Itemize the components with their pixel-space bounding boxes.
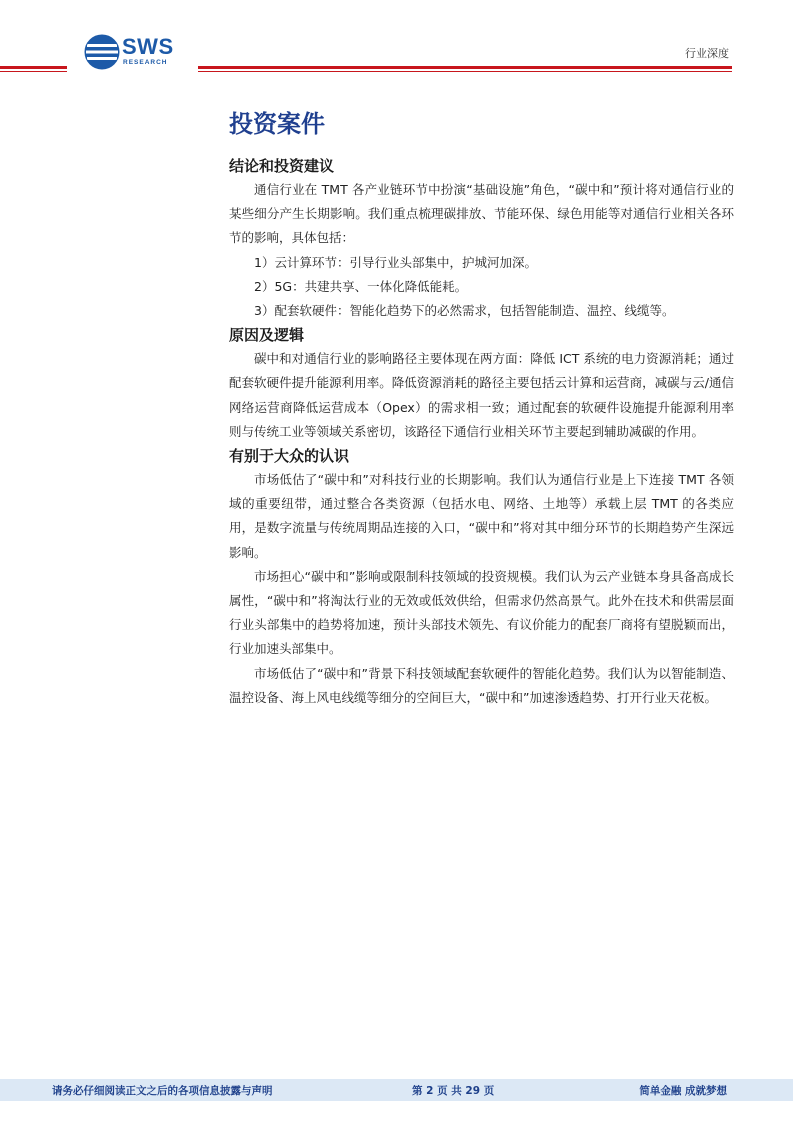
- footer-slogan: 简单金融 成就梦想: [639, 1085, 727, 1097]
- header-rule-right-thin: [198, 71, 732, 72]
- paragraph: 市场低估了“碳中和”背景下科技领域配套软硬件的智能化趋势。我们认为以智能制造、温控设备、海上风电线缆等细分的空间巨大，“碳中和”加速渗透趋势、打开行业天花板。: [229, 665, 734, 705]
- paragraph: 通信行业在 TMT 各产业链环节中扮演“基础设施”角色，“碳中和”预计将对通信行业的某些细分产生长期影响。我们重点梳理碳排放、节能环保、绿色用能等对通信行业相关各环节的影响，具体包括：: [229, 182, 734, 246]
- header-rule-left: [0, 66, 67, 69]
- page-title: 投资案件: [229, 110, 325, 138]
- logo-subtext: RESEARCH: [123, 59, 168, 66]
- paragraph: 碳中和对通信行业的影响路径主要体现在两方面：降低 ICT 系统的电力资源消耗；通过配套软硬件提升能源利用率。降低资源消耗的路径主要包括云计算和运营商，减碳与云/通信网络运营商降低运营成本（Opex）的需求相一致；通过配套的软硬件设施提升能源利用率则与传统工业等领域关系密切，该路径下通信行业相关环节主要起到辅助减碳的作用。: [229, 351, 734, 439]
- list-item: 2）5G：共建共享、一体化降低能耗。: [254, 278, 468, 294]
- list-item: 1）云计算环节：引导行业头部集中，护城河加深。: [254, 254, 537, 270]
- logo-text: SWS: [122, 34, 174, 59]
- paragraph: 市场担心“碳中和”影响或限制科技领域的投资规模。我们认为云产业链本身具备高成长属性，“碳中和”将淘汰行业的无效或低效供给，但需求仍然高景气。此外在技术和供需层面行业头部集中的趋势将加速，预计头部技术领先、有议价能力的配套厂商将有望脱颖而出，行业加速头部集中。: [229, 568, 734, 657]
- footer-disclaimer: 请务必仔细阅读正文之后的各项信息披露与声明: [52, 1085, 273, 1097]
- header-rule-left-thin: [0, 71, 67, 72]
- section-heading-conclusion: 结论和投资建议: [229, 157, 335, 175]
- list-item: 3）配套软硬件：智能化趋势下的必然需求，包括智能制造、温控、线缆等。: [254, 303, 675, 319]
- page-number: 第 2 页 共 29 页: [412, 1085, 495, 1097]
- paragraph: 市场低估了“碳中和”对科技行业的长期影响。我们认为通信行业是上下连接 TMT 各领域的重要纽带，通过整合各类资源（包括水电、网络、土地等）承载上层 TMT 的各类应用，是数字流量与传统周期品连接的入口，“碳中和”将对其中细分环节的长期趋势产生深远影响。: [229, 472, 734, 560]
- section-heading-reasons: 原因及逻辑: [229, 326, 305, 345]
- report-category-tag: 行业深度: [685, 47, 729, 60]
- main-content: [229, 108, 734, 710]
- header-rule-right: [198, 66, 732, 69]
- section-heading-differentiated-view: 有别于大众的认识: [229, 447, 350, 466]
